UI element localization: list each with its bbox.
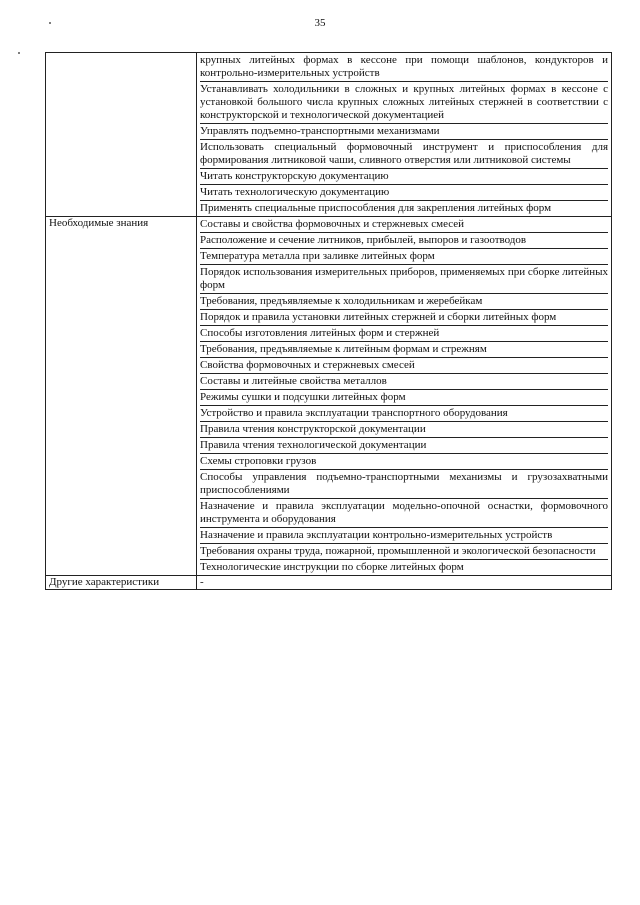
list-item: Правила чтения технологической документации — [200, 438, 608, 454]
skills-list — [200, 53, 608, 216]
list-item: Управлять подъемно-транспортными механизмами — [200, 124, 608, 140]
list-item: Назначение и правила эксплуатации модельно-опочной оснастки, формовочного инструмента и оборудования — [200, 499, 608, 528]
list-item: Назначение и правила эксплуатации контрольно-измерительных устройств — [200, 528, 608, 544]
skills-row — [46, 53, 612, 217]
knowledge-label: Необходимые знания — [46, 217, 197, 576]
list-item: Порядок использования измерительных приборов, применяемых при сборке литейных форм — [200, 265, 608, 294]
skills-items-cell — [197, 53, 612, 217]
list-item: Свойства формовочных и стержневых смесей — [200, 358, 608, 374]
list-item: Читать конструкторскую документацию — [200, 169, 608, 185]
list-item: Порядок и правила установки литейных стержней и сборки литейных форм — [200, 310, 608, 326]
knowledge-list — [200, 217, 608, 575]
knowledge-row — [46, 217, 612, 576]
list-item: Составы и литейные свойства металлов — [200, 374, 608, 390]
scan-speck — [18, 52, 20, 54]
competency-table — [45, 52, 612, 590]
knowledge-items-cell — [197, 217, 612, 576]
list-item: Температура металла при заливке литейных форм — [200, 249, 608, 265]
list-item: Требования охраны труда, пожарной, промышленной и экологической безопасности — [200, 544, 608, 560]
list-item: Требования, предъявляемые к холодильникам и жеребейкам — [200, 294, 608, 310]
list-item: Читать технологическую документацию — [200, 185, 608, 201]
list-item: Устанавливать холодильники в сложных и крупных литейных формах в кессоне с установкой большого числа крупных сложных литейных стержней в соответствии с конструкторской и технологической документацией — [200, 82, 608, 124]
other-label: Другие характеристики — [46, 576, 197, 590]
list-item: Требования, предъявляемые к литейным формам и стрежням — [200, 342, 608, 358]
page-number: 35 — [314, 17, 326, 29]
list-item: Использовать специальный формовочный инструмент и приспособления для формирования литниковой чаши, сливного отверстия или литниковой системы — [200, 140, 608, 169]
list-item: Правила чтения конструкторской документации — [200, 422, 608, 438]
list-item: Способы управления подъемно-транспортными механизмы и грузозахватными приспособлениями — [200, 470, 608, 499]
skills-label-cell — [46, 53, 197, 217]
other-value: - — [197, 576, 612, 590]
list-item: Схемы строповки грузов — [200, 454, 608, 470]
list-item: Способы изготовления литейных форм и стержней — [200, 326, 608, 342]
list-item: Устройство и правила эксплуатации транспортного оборудования — [200, 406, 608, 422]
list-item: Применять специальные приспособления для закрепления литейных форм — [200, 202, 552, 214]
other-row — [46, 576, 612, 590]
list-item: Технологические инструкции по сборке литейных форм — [200, 561, 464, 573]
list-item: Составы и свойства формовочных и стержневых смесей — [200, 217, 608, 233]
list-item: Режимы сушки и подсушки литейных форм — [200, 390, 608, 406]
list-item: Расположение и сечение литников, прибылей, выпоров и газоотводов — [200, 233, 608, 249]
list-item: крупных литейных формах в кессоне при помощи шаблонов, кондукторов и контрольно-измерительных устройств — [200, 53, 608, 82]
scan-speck — [49, 22, 51, 24]
